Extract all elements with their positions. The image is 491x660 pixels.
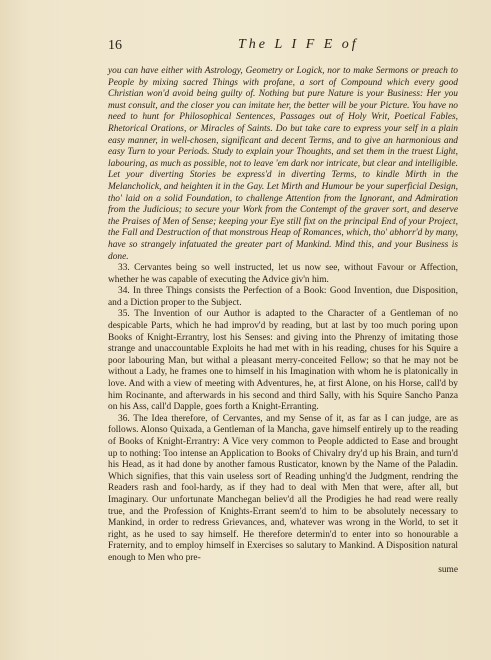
- paragraph-36: 36. The Idea therefore, of Cervantes, and my Sense of it, as far as I can judge, are as follows. Alonso Quixada, a Gentleman of la Mancha, gave himself entirely up to the reading of Books of Knight-Errantry: A Vice very common to People addicted to Ease and brought up to nothing: Too intense an Application to Books of Chivalry dry'd up his Brain, and turn'd his Head, as it had done by another famous Rusticator, known by the Name of the Paladin. Which signifies, that this vain useless sort of Reading unhing'd the Judgment, rendring the Readers rash and fool-hardy, as if they had to deal with Men that were, after all, but Imaginary. Our unfortunate Manchegan believ'd all the Prodigies he had read were really true, and the Profession of Knights-Errant seem'd to him to be absolutely necessary to Mankind, in order to redress Grievances, and, whatever was wrong in the World, to set it right, as he used to say himself. He therefore determin'd to enter into so honourable a Fraternity, and to employ himself in Exercises so salutary to Mankind. A Disposition natural enough to Men who pre-: [108, 413, 458, 563]
- running-head: The L I F E of: [238, 37, 359, 52]
- paragraph-33: 33. Cervantes being so well instructed, let us now see, without Favour or Affection, whether he was capable of executing the Advice giv'n him.: [108, 263, 458, 285]
- italic-quotation: you can have either with Astrology, Geometry or Logick, nor to make Sermons or preach to People by mixing sacred Things with profane, a sort of Compound which every good Christian won'd avoid being guilty of. Nothing but pure Nature is your Business: Her you must consult, and the closer you can imitate her, the better will be your Picture. You have no need to hunt for Philosophical Sentences, Passages out of Holy Writ, Poetical Fables, Rhetorical Orations, or Miracles of Saints. Do but take care to express your self in a plain easy manner, in well-chosen, significant and decent Terms, and to give an harmonious and easy Turn to your Periods. Study to explain your Thoughts, and set them in the truest Light, labouring, as much as possible, not to leave 'em dark nor intricate, but clear and intelligible. Let your diverting Stories be express'd in diverting Terms, to kindle Mirth in the Melancholick, and heighten it in the Gay. Let Mirth and Humour be your superficial Design, tho' laid on a solid Foundation, to challenge Attention from the Ignorant, and Admiration from the Judicious; to secure your Work from the Contempt of the graver sort, and deserve the Praises of Men of Sense; keeping your Eye still fixt on the principal End of your Project, the Fall and Destruction of that monstrous Heap of Romances, which, tho' abhorr'd by many, have so strangely infatuated the greater part of Mankind. Mind this, and your Business is done.: [108, 66, 458, 262]
- catchword: sume: [438, 564, 458, 575]
- page-number: 16: [108, 38, 122, 53]
- page-header: [108, 38, 453, 54]
- body-text: [108, 66, 458, 576]
- paragraph-34: 34. In three Things consists the Perfection of a Book: Good Invention, due Disposition, and a Diction proper to the Subject.: [108, 286, 458, 308]
- paragraph-35: 35. The Invention of our Author is adapted to the Character of a Gentleman of no despicable Parts, which he had improv'd by reading, but at last by too much poring upon Books of Knight-Errantry, lost his Senses: and giving into the Phrenzy of imitating those strange and unaccountable Exploits he had met with in his reading, chuses for his Squire a poor labouring Man, but withal a pleasant merry-conceited Fellow; so that he may not be without a Lady, he frames one to himself in his Imagination with whom he is platonically in love. And with a view of meeting with Adventures, he, at first Alone, on his Horse, call'd by him Rocinante, and afterwards in his second and third Sally, with his Squire Sancho Panza on his Ass, call'd Dapple, goes forth a Knight-Erranting.: [108, 309, 458, 413]
